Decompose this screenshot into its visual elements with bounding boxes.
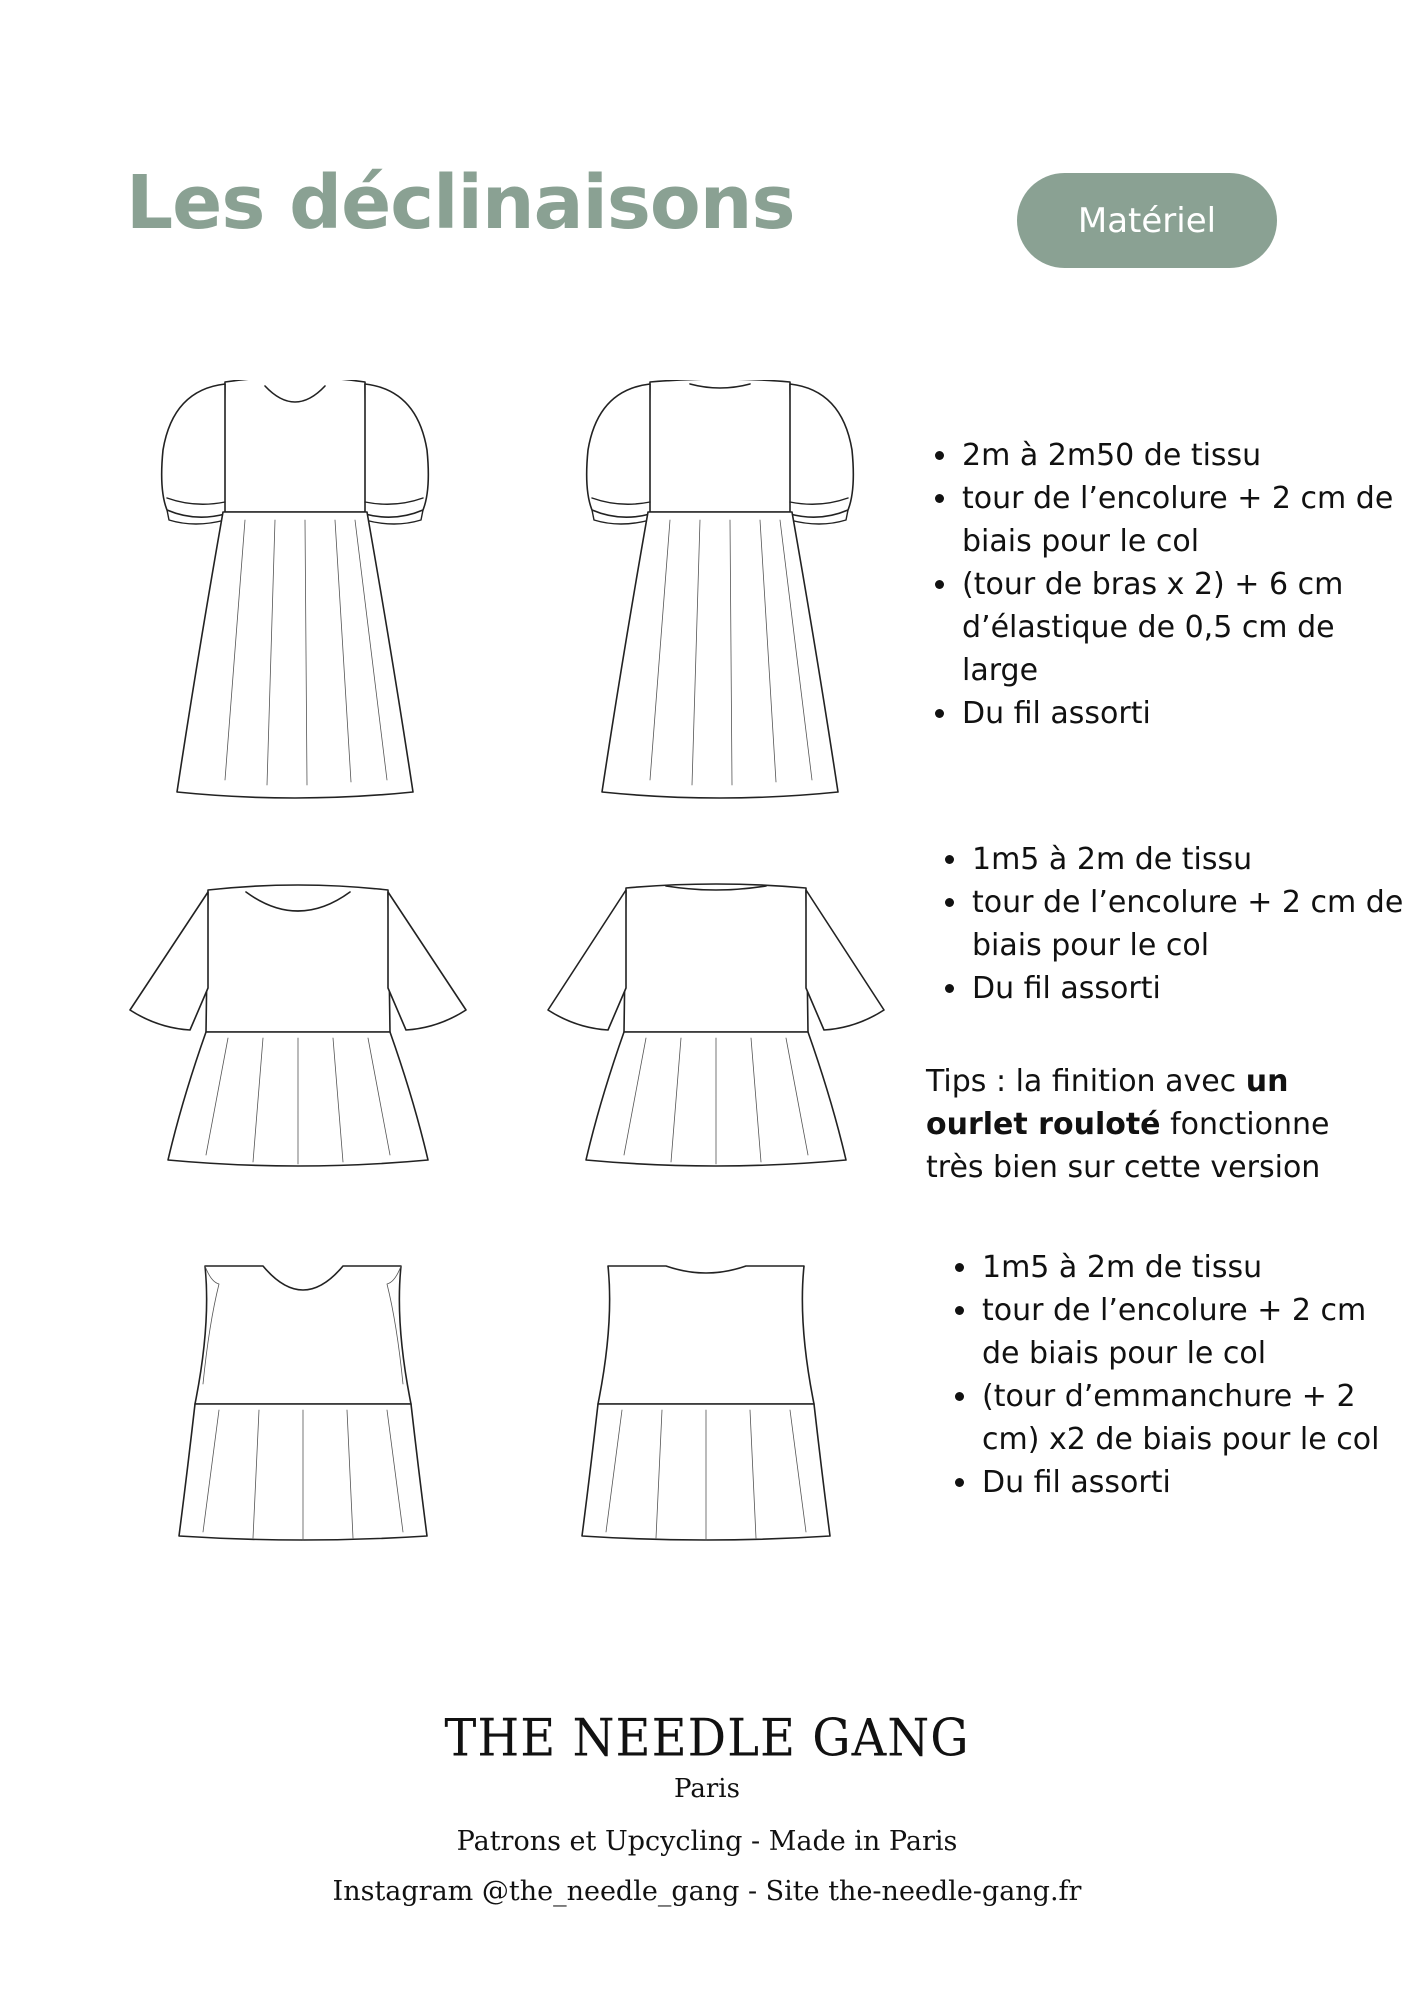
list-item: • (tour d’emmanchure + 2 cm) x2 de biais pour le col	[980, 1375, 1410, 1461]
top-back-drawing	[546, 880, 886, 1170]
materiel-badge[interactable]: Matériel	[1017, 173, 1277, 268]
materials-list-sleeveless	[942, 1246, 1410, 1504]
brand-links[interactable]: Instagram @the_needle_gang - Site the-needle-gang.fr	[332, 1876, 1082, 1907]
brand-name: THE NEEDLE GANG	[444, 1707, 970, 1769]
sleeveless-back-drawing	[578, 1264, 833, 1544]
list-item: • 2m à 2m50 de tissu	[960, 434, 1400, 477]
list-item: • tour de l’encolure + 2 cm de biais pour le col	[960, 477, 1400, 563]
list-item: • (tour de bras x 2) + 6 cm d’élastique de 0,5 cm de large	[960, 563, 1400, 692]
list-item: • Du fil assorti	[960, 692, 1400, 735]
brand-tagline: Patrons et Upcycling - Made in Paris	[456, 1826, 958, 1857]
tips-note: Tips : la finition avec un ourlet rouloté fonctionne très bien sur cette version	[926, 1064, 1330, 1185]
brand-city: Paris	[674, 1774, 740, 1804]
tips-highlight: un ourlet rouloté	[926, 1064, 1289, 1142]
list-item: • 1m5 à 2m de tissu	[970, 838, 1410, 881]
list-item: • Du fil assorti	[970, 967, 1410, 1010]
materials-list-dress	[922, 434, 1400, 735]
dress-back-drawing	[580, 380, 860, 800]
materials-list-top	[932, 838, 1410, 1010]
list-item: • Du fil assorti	[980, 1461, 1410, 1504]
list-item: • tour de l’encolure + 2 cm de biais pour le col	[970, 881, 1410, 967]
dress-front-drawing	[155, 380, 435, 800]
sleeveless-front-drawing	[175, 1264, 430, 1544]
list-item: • 1m5 à 2m de tissu	[980, 1246, 1410, 1289]
top-front-drawing	[128, 880, 468, 1170]
page-title: Les déclinaisons	[126, 160, 795, 246]
list-item: • tour de l’encolure + 2 cm de biais pour le col	[980, 1289, 1410, 1375]
